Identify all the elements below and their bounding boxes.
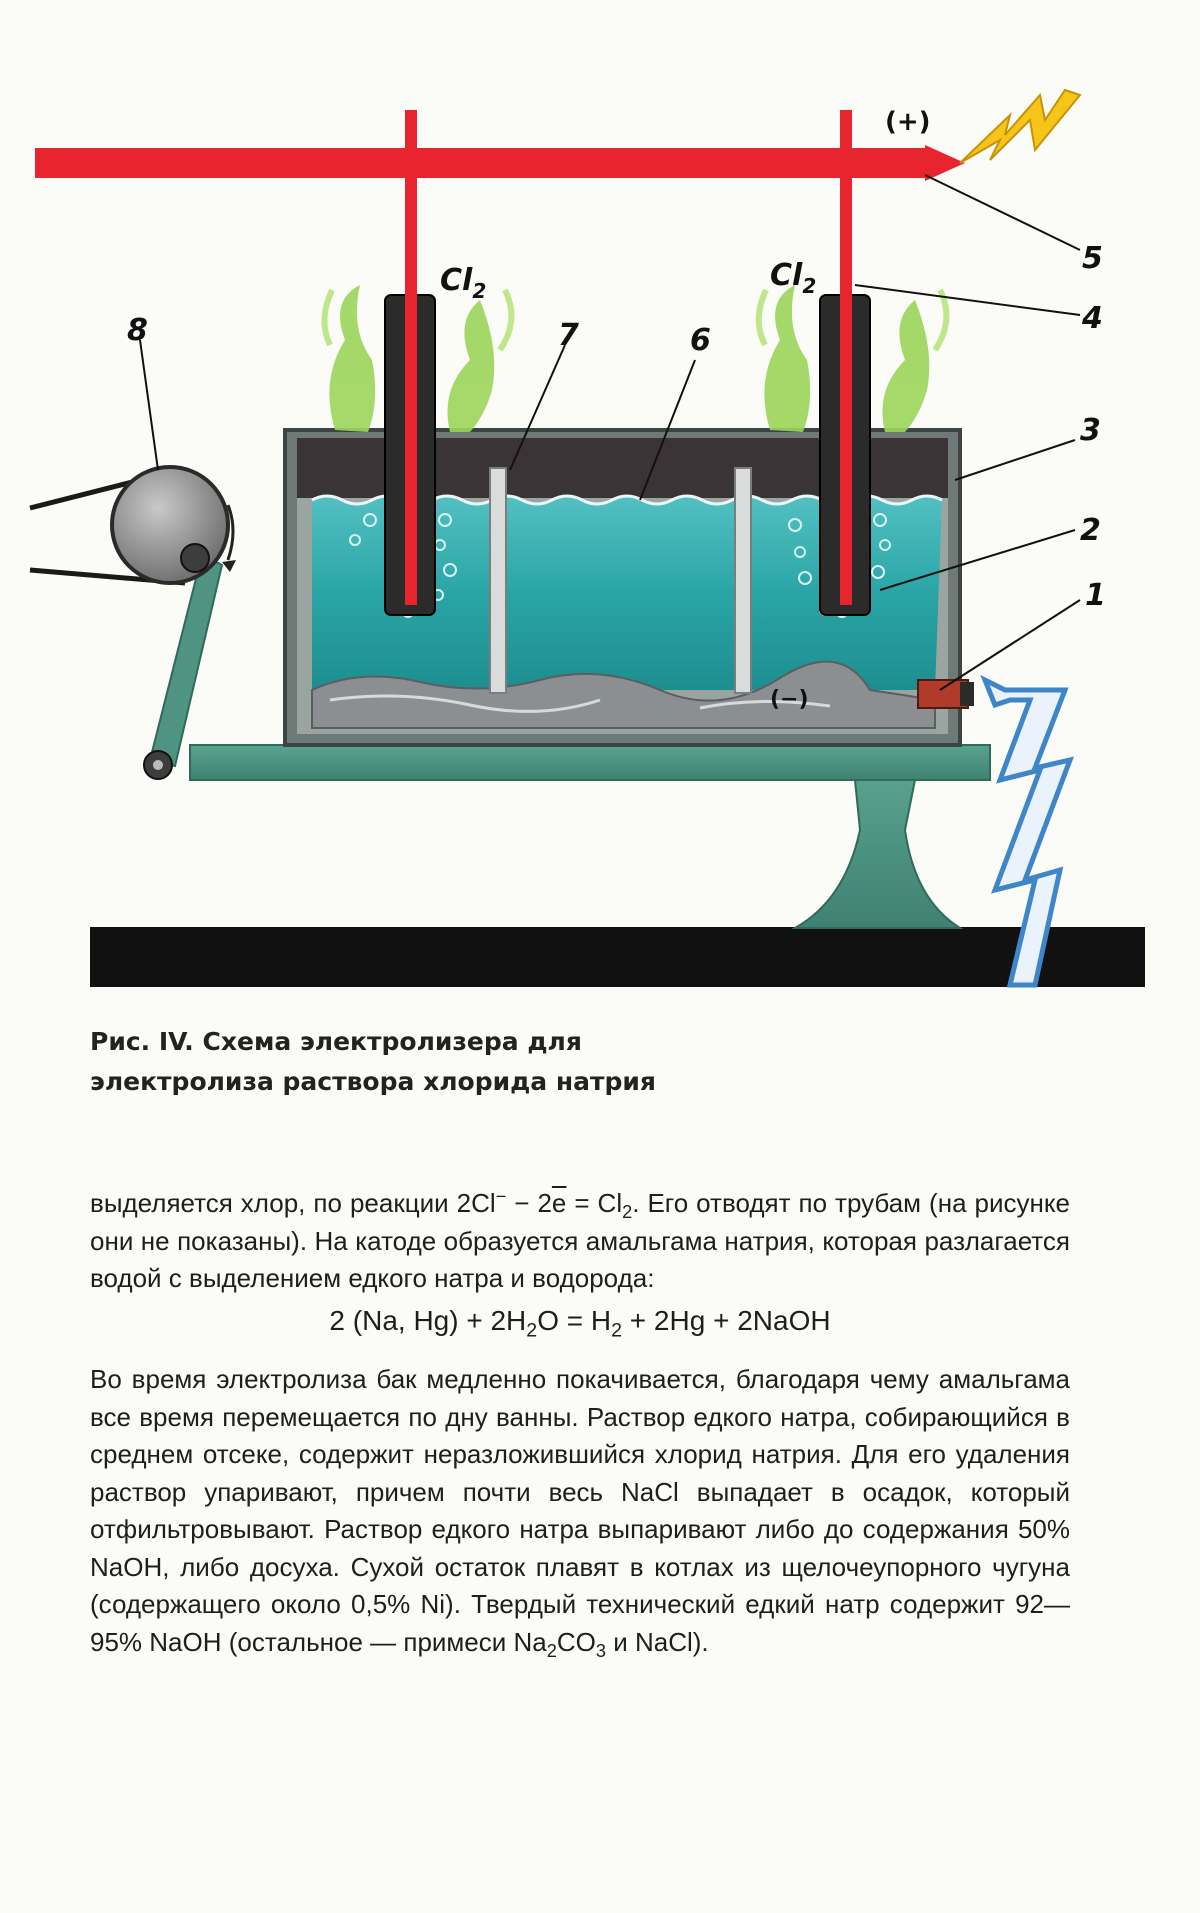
crank-rod <box>150 555 222 766</box>
cl2-label-right: $Cl_2$ <box>770 258 817 298</box>
paragraph-2: Во время электролиза бак медленно покачивается, благодаря чему амальгама все время перемещается по дну ванны. Раствор едкого натра, собирающийся в среднем отсеке, содержит неразложившийся хлорид натрия. Для его удаления раствор упаривают, причем почти весь NaCl выпадает в осадок, который отфильтровывают. Раствор едкого натра выпаривают либо до содержания 50% NaOH, либо досуха. Сухой остаток плавят в котлах из щелочеупорного чугуна (содержащего около 0,5% Ni). Твердый технический едкий натр содержит 92—95% NaOH (остальное — примеси $Na_2CO_3$ и NaCl). <box>90 1364 1070 1661</box>
paragraph-1: выделяется хлор, по реакции $2Cl^- - 2\overline{e} = Cl_2$. Его отводят по трубам (на рисунке они не показаны). На катоде образуется амальгама натрия, которая разлагается водой с выделением едкого натра и водорода: <box>90 1186 1070 1293</box>
label-7: 7 <box>558 318 579 353</box>
anode-bus-bar <box>35 148 925 178</box>
label-6: 6 <box>690 323 711 358</box>
figure-caption <box>90 1022 710 1102</box>
label-2: 2 <box>1080 513 1101 548</box>
body-text <box>90 1185 1070 1661</box>
floor-bar <box>90 927 1145 987</box>
anode-rod-left <box>405 110 417 605</box>
label-3: 3 <box>1080 413 1101 448</box>
reaction-formula: 2 (Na, $Hg) + 2H_2O = H_2 + 2Hg$ + 2NaOH <box>329 1304 831 1342</box>
caption-prefix: Рис. IV. <box>90 1027 194 1056</box>
rocking-platform <box>190 745 990 780</box>
plus-label: (+) <box>885 107 931 137</box>
label-5: 5 <box>1082 241 1103 276</box>
drive-wheel <box>112 467 228 583</box>
partition-right <box>735 468 751 693</box>
cl2-label-left: $Cl_2$ <box>440 263 487 303</box>
label-4: 4 <box>1082 301 1103 336</box>
label-8: 8 <box>127 313 148 348</box>
positive-spark-icon <box>960 90 1080 163</box>
pedestal <box>795 770 960 928</box>
anode-rod-right <box>840 110 852 605</box>
caption-text: Схема электролизера для электролиза раствора хлорида натрия <box>90 1027 656 1096</box>
partition-left <box>490 468 506 693</box>
minus-label: (−) <box>770 687 809 712</box>
label-1: 1 <box>1085 578 1106 613</box>
